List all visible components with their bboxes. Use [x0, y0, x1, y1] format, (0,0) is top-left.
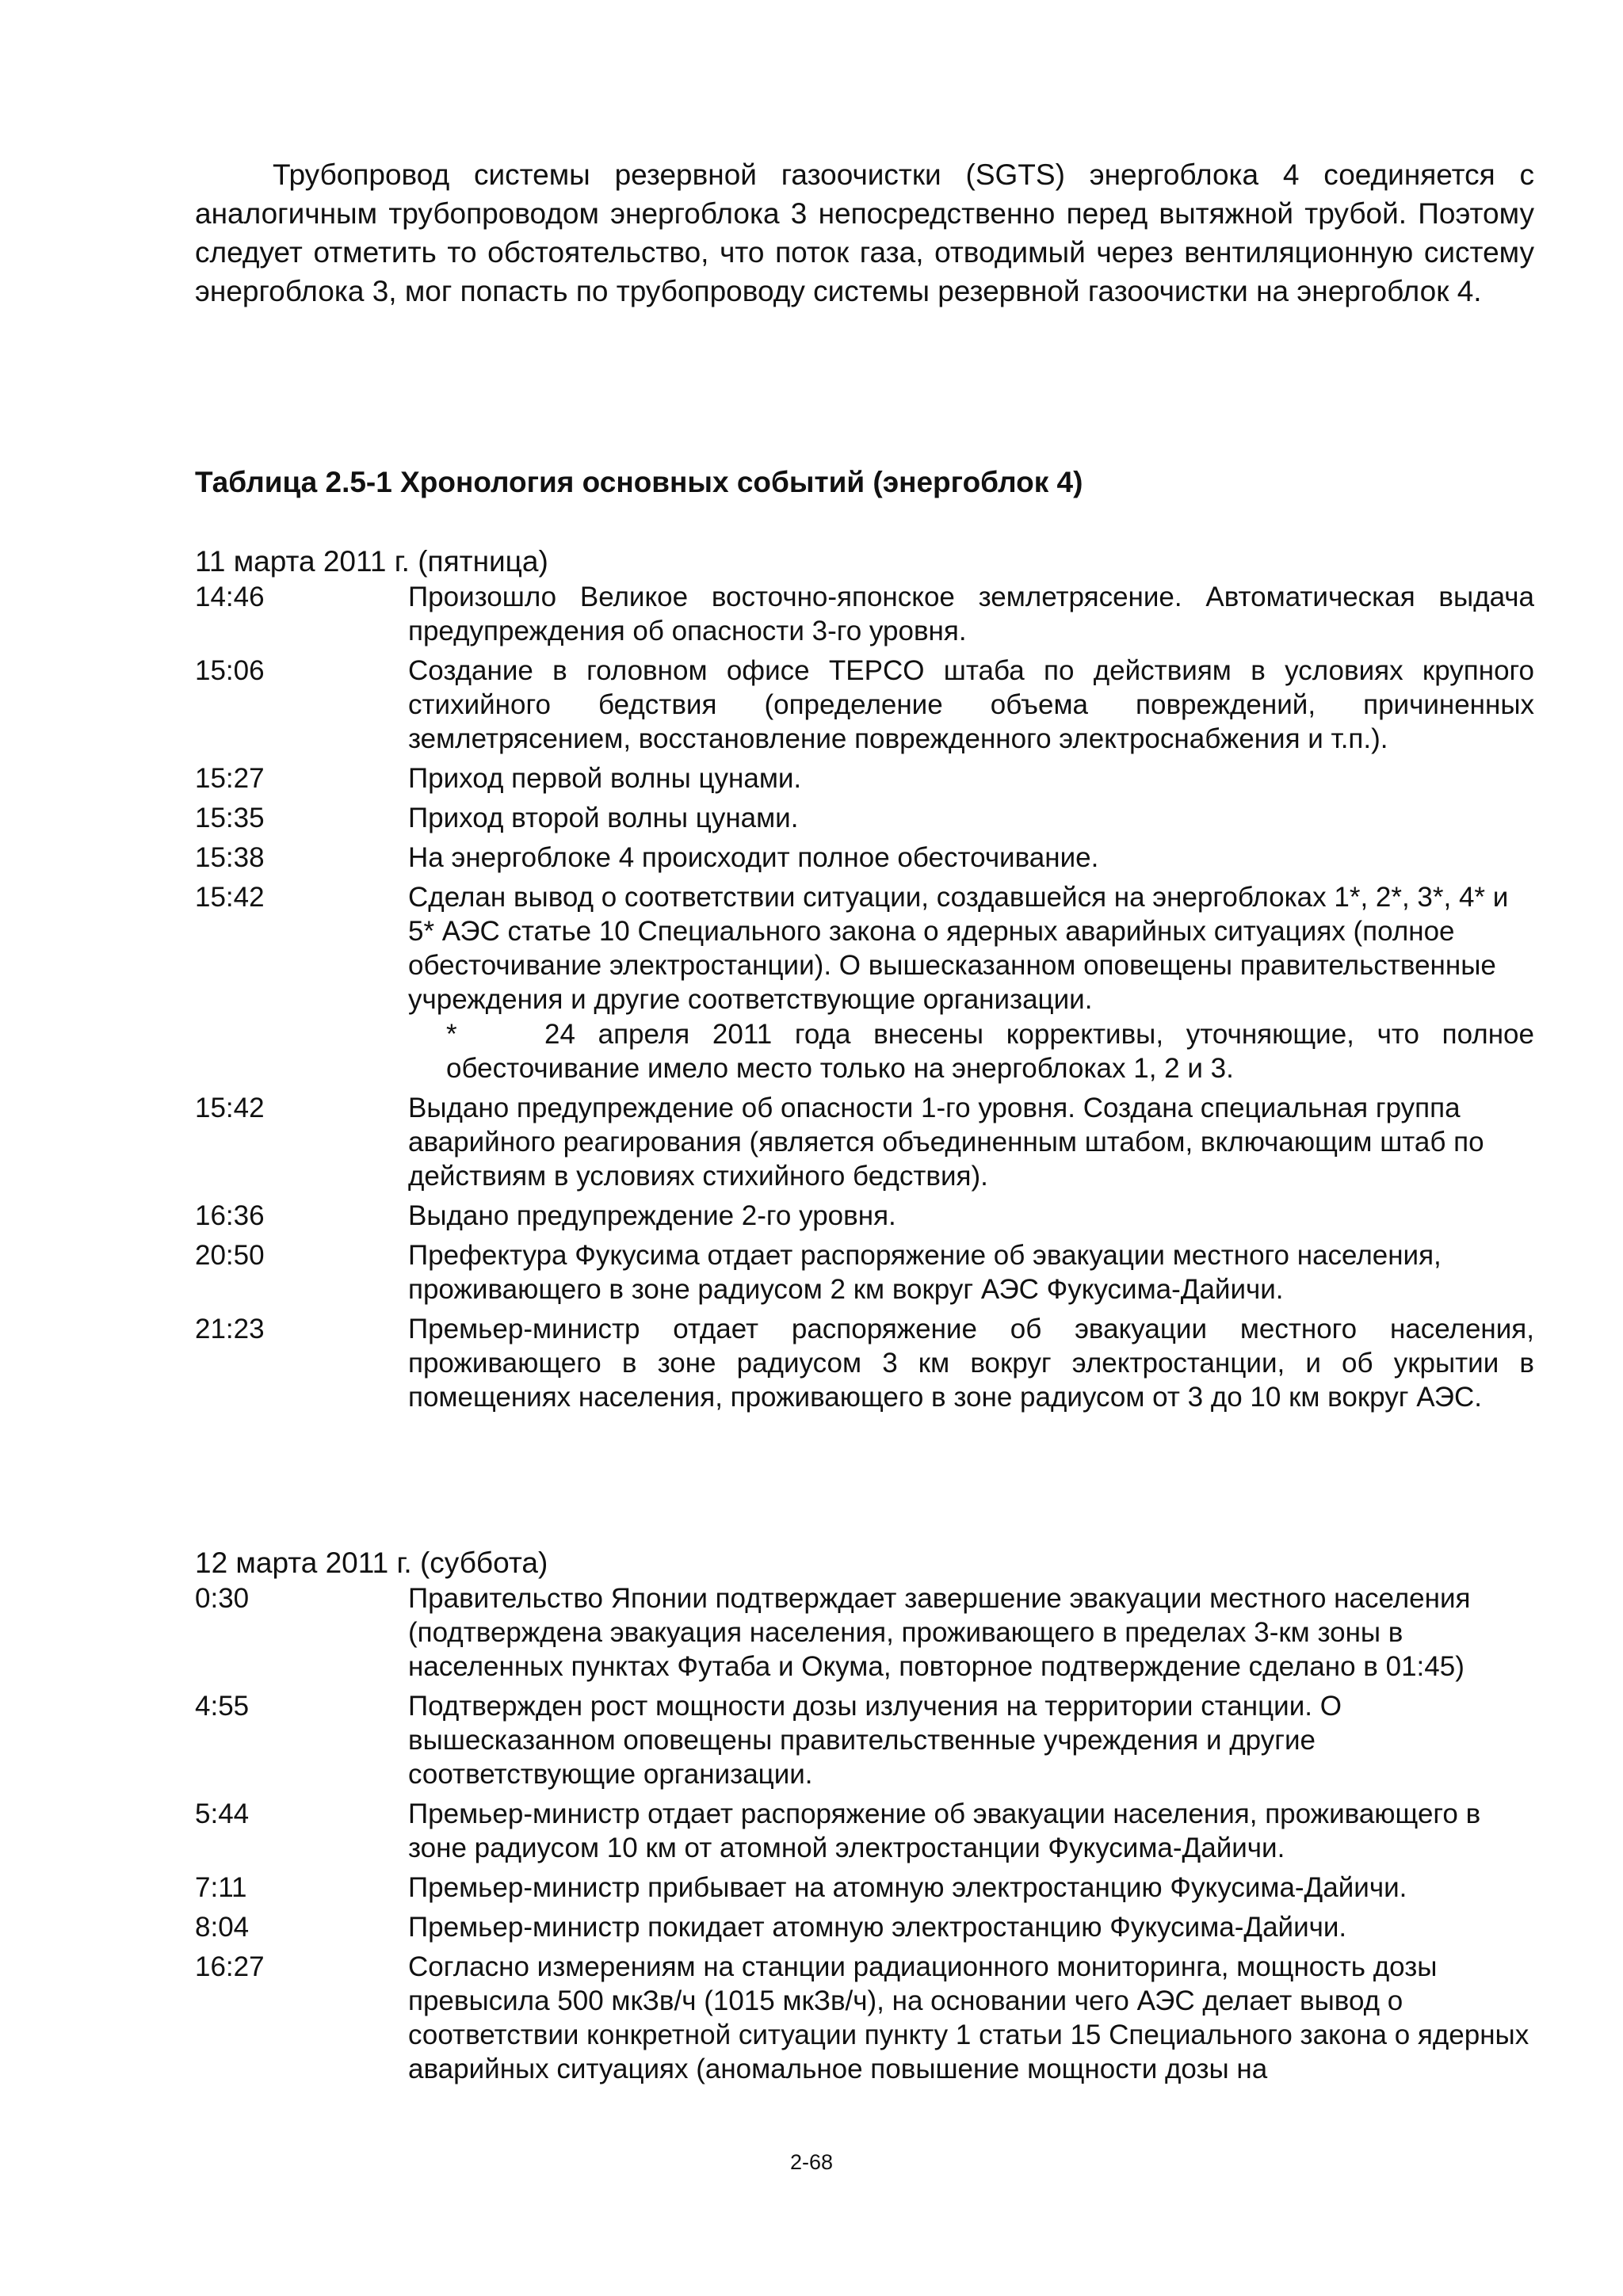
page-number: 2-68 — [789, 2150, 834, 2174]
day-section-march-12 — [195, 1545, 1534, 2086]
event-row — [195, 1581, 1534, 1684]
event-row — [195, 1312, 1534, 1414]
event-time: 15:27 — [195, 763, 265, 794]
event-row — [195, 654, 1534, 756]
event-text: Подтвержден рост мощности дозы излучения на территории станции. О вышесказанном оповещены правительственные учреждения и другие соответствующие организации. — [408, 1691, 1342, 1790]
table-title: Таблица 2.5-1 Хронология основных событий (энергоблок 4) — [195, 466, 1083, 498]
event-time: 16:27 — [195, 1951, 265, 1982]
event-row — [195, 801, 1534, 835]
event-text: Выдано предупреждение об опасности 1-го уровня. Создана специальная группа аварийного реагирования (является объединенным штабом, включающим штаб по действиям в условиях стихийного бедствия). — [408, 1093, 1484, 1192]
event-row — [195, 1797, 1534, 1865]
event-text: Приход первой волны цунами. — [408, 763, 802, 794]
event-time: 15:06 — [195, 655, 265, 686]
event-text: Произошло Великое восточно-японское землетрясение. Автоматическая выдача предупреждения об опасности 3-го уровня. — [408, 582, 1534, 646]
footnote-mark: * — [446, 1019, 457, 1050]
event-time: 21:23 — [195, 1314, 265, 1344]
event-time: 15:38 — [195, 842, 265, 873]
event-text: Создание в головном офисе TEPCO штаба по действиям в условиях крупного стихийного бедствия (определение объема повреждений, причиненных землетрясением, восстановление поврежденного электроснабжения и т.п.). — [408, 655, 1534, 754]
event-text: Согласно измерениям на станции радиационного мониторинга, мощность дозы превысила 500 мкЗв/ч (1015 мкЗв/ч), на основании чего АЭС делает вывод о соответствии конкретной ситуации пункту 1 статьи 15 Специального закона о ядерных аварийных ситуациях (аномальное повышение мощности дозы на — [408, 1951, 1529, 2084]
event-time: 15:42 — [195, 1093, 265, 1123]
event-text: Префектура Фукусима отдает распоряжение об эвакуации местного населения, проживающего в зоне радиусом 2 км вокруг АЭС Фукусима-Дайичи. — [408, 1240, 1442, 1305]
event-text: Премьер-министр покидает атомную электростанцию Фукусима-Дайичи. — [408, 1912, 1347, 1943]
intro-paragraph: Трубопровод системы резервной газоочистки (SGTS) энергоблока 4 соединяется с аналогичным трубопроводом энергоблока 3 непосредственно перед вытяжной трубой. Поэтому следует отметить то обстоятельство, что поток газа, отводимый через вентиляционную систему энергоблока 3, мог попасть по трубопроводу системы резервной газоочистки на энергоблок 4. — [195, 158, 1534, 307]
event-time: 15:42 — [195, 882, 265, 913]
event-time: 8:04 — [195, 1912, 250, 1943]
event-time: 5:44 — [195, 1798, 250, 1829]
day-section-march-11 — [195, 543, 1534, 1414]
event-text: Сделан вывод о соответствии ситуации, создавшейся на энергоблоках 1*, 2*, 3*, 4* и 5* АЭС статье 10 Специального закона о ядерных аварийных ситуациях (полное обесточивание электростанции). О вышесказанном оповещены правительственные учреждения и другие соответствующие организации. — [408, 882, 1509, 1015]
event-text: Премьер-министр отдает распоряжение об эвакуации населения, проживающего в зоне радиусом 10 км от атомной электростанции Фукусима-Дайичи. — [408, 1798, 1481, 1863]
footnote — [195, 1017, 1534, 1085]
event-text: Приход второй волны цунами. — [408, 803, 799, 833]
event-row — [195, 580, 1534, 648]
event-time: 4:55 — [195, 1691, 250, 1722]
event-time: 20:50 — [195, 1240, 265, 1271]
section-date: 11 марта 2011 г. (пятница) — [195, 545, 548, 578]
event-text: Премьер-министр отдает распоряжение об эвакуации местного населения, проживающего в зоне радиусом 3 км вокруг электростанции, и об укрытии в помещениях населения, проживающего в зоне радиусом от 3 до 10 км вокруг АЭС. — [408, 1314, 1534, 1413]
event-row — [195, 761, 1534, 795]
event-text: На энергоблоке 4 происходит полное обесточивание. — [408, 842, 1099, 873]
event-row — [195, 1091, 1534, 1193]
event-row — [195, 1238, 1534, 1306]
event-row — [195, 1199, 1534, 1233]
section-date: 12 марта 2011 г. (суббота) — [195, 1547, 548, 1579]
event-time: 15:35 — [195, 803, 265, 833]
event-row — [195, 1871, 1534, 1905]
event-time: 7:11 — [195, 1872, 247, 1903]
event-row — [195, 1950, 1534, 2086]
event-text: Выдано предупреждение 2-го уровня. — [408, 1200, 896, 1231]
event-row — [195, 1910, 1534, 1944]
footnote-text: 24 апреля 2011 года внесены коррективы, уточняющие, что полное обесточивание имело место только на энергоблоках 1, 2 и 3. — [446, 1019, 1534, 1084]
event-text: Премьер-министр прибывает на атомную электростанцию Фукусима-Дайичи. — [408, 1872, 1407, 1903]
event-time: 14:46 — [195, 582, 265, 612]
event-text: Правительство Японии подтверждает завершение эвакуации местного населения (подтверждена эвакуация населения, проживающего в пределах 3-км зоны в населенных пунктах Футаба и Окума, повторное подтверждение сделано в 01:45) — [408, 1583, 1471, 1682]
event-row — [195, 841, 1534, 875]
event-time: 0:30 — [195, 1583, 250, 1614]
event-row — [195, 1689, 1534, 1791]
event-row — [195, 880, 1534, 1016]
event-time: 16:36 — [195, 1200, 265, 1231]
